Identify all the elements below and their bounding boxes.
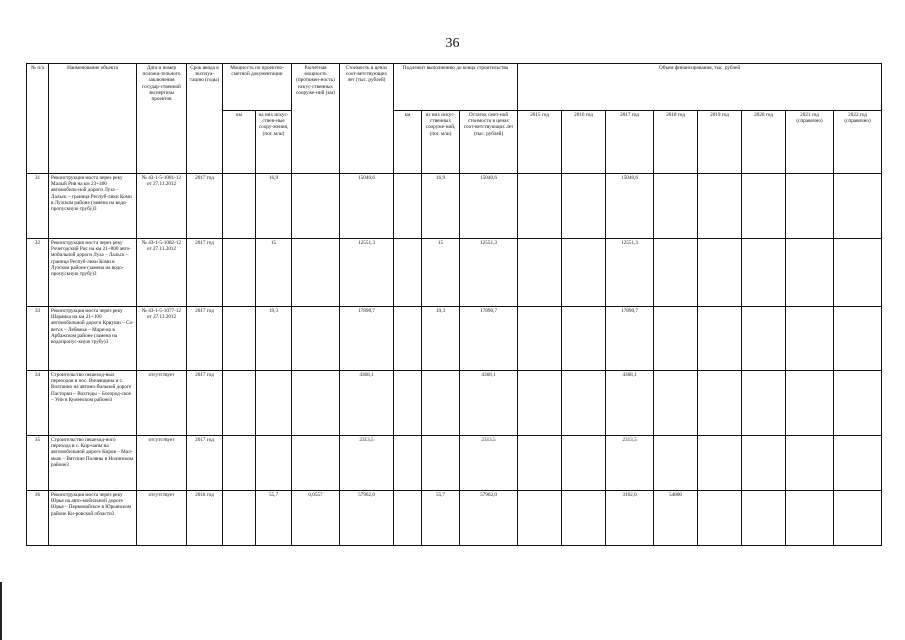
row-year-value xyxy=(742,436,786,491)
row-name: Строительство пешеход-ного перехода в с. Кир-чапы на автомобильной дороге Киров – Мал-мыж – Вятские Поляны в Нолинском районе3 xyxy=(49,436,137,491)
header-remaining-km: км xyxy=(394,111,422,174)
row-rem-cost: 4368,1 xyxy=(460,371,518,436)
row-year-value xyxy=(742,174,786,239)
row-year-value: 4368,1 xyxy=(606,371,654,436)
header-year: 2021 год (справочно) xyxy=(786,111,834,174)
row-year-value xyxy=(834,239,882,307)
row-term: 2017 год xyxy=(187,174,223,239)
row-cost: 17890,7 xyxy=(340,307,394,371)
row-year-value xyxy=(698,174,742,239)
page-number: 36 xyxy=(445,36,460,51)
row-year-value xyxy=(518,491,562,546)
header-art-structures: на них искус-ствен-ные соору-жения, (пог. м/ш) xyxy=(256,111,292,174)
row-no: 31 xyxy=(27,174,49,239)
row-year-value xyxy=(518,371,562,436)
row-rem-cost: 12551,3 xyxy=(460,239,518,307)
row-year-value xyxy=(786,436,834,491)
row-cost: 4368,1 xyxy=(340,371,394,436)
objects-table xyxy=(26,63,882,546)
row-km xyxy=(223,307,256,371)
row-year-value xyxy=(654,239,698,307)
row-km xyxy=(223,174,256,239)
row-rem-cost: 2313,5 xyxy=(460,436,518,491)
row-year-value xyxy=(786,174,834,239)
row-year-value xyxy=(834,436,882,491)
row-year-value xyxy=(742,239,786,307)
row-calc: 0,0557 xyxy=(292,491,340,546)
row-cost: 15040,6 xyxy=(340,174,394,239)
row-rem-art xyxy=(422,436,460,491)
row-rem-km xyxy=(394,491,422,546)
row-rem-cost: 15040,6 xyxy=(460,174,518,239)
row-rem-km xyxy=(394,436,422,491)
row-rem-cost: 17890,7 xyxy=(460,307,518,371)
row-rem-cost: 57962,0 xyxy=(460,491,518,546)
row-term: 2017 год xyxy=(187,307,223,371)
header-year: 2022 год (справочно) xyxy=(834,111,882,174)
row-term: 2017 год xyxy=(187,239,223,307)
header-cost: Стоимость в ценах соот-ветствующих лет (тыс. рублей) xyxy=(340,64,394,174)
row-cost: 2313,5 xyxy=(340,436,394,491)
row-calc xyxy=(292,239,340,307)
header-year: 2020 год xyxy=(742,111,786,174)
row-year-value xyxy=(742,371,786,436)
row-year-value xyxy=(562,436,606,491)
row-date: отсутствует xyxy=(137,436,187,491)
row-term: 2018 год xyxy=(187,491,223,546)
header-calc-capacity: Расчетная мощность (протяжен-ность) искус-ственных сооруже-ний (км) xyxy=(292,64,340,174)
header-km: км xyxy=(223,111,256,174)
row-year-value xyxy=(742,491,786,546)
row-year-value xyxy=(518,239,562,307)
row-rem-km xyxy=(394,307,422,371)
row-year-value xyxy=(786,307,834,371)
row-art: 16,9 xyxy=(256,174,292,239)
row-year-value xyxy=(518,436,562,491)
row-cost: 57962,0 xyxy=(340,491,394,546)
table-row xyxy=(27,239,882,307)
row-calc xyxy=(292,174,340,239)
row-year-value xyxy=(562,371,606,436)
page-edge-rule xyxy=(0,582,2,640)
row-year-value: 12551,3 xyxy=(606,239,654,307)
row-rem-km xyxy=(394,371,422,436)
row-calc xyxy=(292,371,340,436)
row-no: 33 xyxy=(27,307,49,371)
header-term: Срок ввода в эксплуа-тацию (годы) xyxy=(187,64,223,174)
row-rem-art: 55,7 xyxy=(422,491,460,546)
row-date: отсутствует xyxy=(137,491,187,546)
row-year-value: 15040,6 xyxy=(606,174,654,239)
row-no: 35 xyxy=(27,436,49,491)
header-year: 2017 год xyxy=(606,111,654,174)
row-year-value xyxy=(834,371,882,436)
header-capacity-doc: Мощность по проектно-сметной документации xyxy=(223,64,292,111)
row-year-value: 3162,0 xyxy=(606,491,654,546)
table-row xyxy=(27,436,882,491)
row-year-value xyxy=(562,307,606,371)
header-year: 2018 год xyxy=(654,111,698,174)
row-year-value: 17890,7 xyxy=(606,307,654,371)
row-date: отсутствует xyxy=(137,371,187,436)
row-art: 55,7 xyxy=(256,491,292,546)
row-year-value xyxy=(518,174,562,239)
header-remaining: Подлежит выполнению до конца строительства xyxy=(394,64,518,111)
header-no: № п/а xyxy=(27,64,49,174)
header-date: Дата и номер положи-тельного заключения государ-ственной экспертизы проектов xyxy=(137,64,187,174)
row-calc xyxy=(292,436,340,491)
row-year-value xyxy=(786,239,834,307)
row-calc xyxy=(292,307,340,371)
row-art: 15 xyxy=(256,239,292,307)
row-date: № 43-1-5-1077-12 от 27.11.2012 xyxy=(137,307,187,371)
row-name: Реконструкция моста через реку Юрья на авто-мобильной дороге Юрья – Первомайское в Юрьянском районе Ки-ровской области3 xyxy=(49,491,137,546)
row-year-value xyxy=(654,436,698,491)
row-year-value xyxy=(654,307,698,371)
header-year: 2019 год xyxy=(698,111,742,174)
table-row xyxy=(27,174,882,239)
row-year-value xyxy=(742,307,786,371)
row-no: 36 xyxy=(27,491,49,546)
table-row xyxy=(27,307,882,371)
row-rem-art: 16,9 xyxy=(422,174,460,239)
row-rem-km xyxy=(394,239,422,307)
row-year-value: 54800 xyxy=(654,491,698,546)
row-name: Реконструкция моста через реку Шаранка на км 21+100 автомобильной дороги Криуши – Со-ветск – Лебяжье – Мари-ко в Арбажском районе (замена на водопропус-кную трубу)3 xyxy=(49,307,137,371)
row-rem-km xyxy=(394,174,422,239)
row-year-value xyxy=(562,239,606,307)
header-remaining-art: из них искус-ственных сооруже-ний, (пог. м/ш) xyxy=(422,111,460,174)
header-name: Наименование объекта xyxy=(49,64,137,174)
row-term: 2017 год xyxy=(187,371,223,436)
header-year: 2016 год xyxy=(562,111,606,174)
row-rem-art xyxy=(422,371,460,436)
row-year-value xyxy=(654,371,698,436)
row-cost: 12551,3 xyxy=(340,239,394,307)
row-name: Реконструкция моста через реку Рочегодский Рис на км 21+800 авто-мобильной дороги Луза – Лальск – граница Респуб-лики Коми в Лузском районе (замена на водо-пропускную трубу)3 xyxy=(49,239,137,307)
row-art xyxy=(256,371,292,436)
row-year-value xyxy=(562,174,606,239)
row-year-value xyxy=(654,174,698,239)
row-km xyxy=(223,371,256,436)
table-row xyxy=(27,371,882,436)
row-term: 2017 год xyxy=(187,436,223,491)
row-year-value xyxy=(786,491,834,546)
table-row xyxy=(27,491,882,546)
row-km xyxy=(223,436,256,491)
row-year-value xyxy=(518,307,562,371)
row-year-value xyxy=(698,371,742,436)
row-year-value xyxy=(834,307,882,371)
row-no: 32 xyxy=(27,239,49,307)
row-rem-art: 19,3 xyxy=(422,307,460,371)
objects-table-wrapper xyxy=(26,63,882,546)
row-year-value xyxy=(834,174,882,239)
row-km xyxy=(223,239,256,307)
header-remaining-cost: Остаток смет-ной стоимости в ценах соот-ветствующих лет (тыс. рублей) xyxy=(460,111,518,174)
row-year-value xyxy=(834,491,882,546)
row-name: Строительство пешеход-ных переходов в пос. Вичевщина и с. Волгаино на автомо-бильной дороге Пасторки – Вохтиды – Богород-ское – Уни в Куменском районе3 xyxy=(49,371,137,436)
row-date: № 43-1-5-1081-12 от 27.11.2012 xyxy=(137,174,187,239)
row-year-value: 2313,5 xyxy=(606,436,654,491)
row-no: 34 xyxy=(27,371,49,436)
row-year-value xyxy=(698,307,742,371)
row-year-value xyxy=(786,371,834,436)
row-year-value xyxy=(698,491,742,546)
row-art: 19,3 xyxy=(256,307,292,371)
row-year-value xyxy=(698,239,742,307)
row-rem-art: 15 xyxy=(422,239,460,307)
row-year-value xyxy=(698,436,742,491)
row-date: № 43-1-5-1082-12 от 27.11.2012 xyxy=(137,239,187,307)
row-km xyxy=(223,491,256,546)
row-art xyxy=(256,436,292,491)
row-name: Реконструкция моста через реку Малый Рив на км 23+400 автомобиль-ной дороги Луза – Лальск – граница Респуб-лики Коми в Лузском районе (замена на водо-пропускную трубу)3 xyxy=(49,174,137,239)
header-year: 2015 год xyxy=(518,111,562,174)
row-year-value xyxy=(562,491,606,546)
header-financing: Объем финансирования, тыс. рублей xyxy=(518,64,882,111)
